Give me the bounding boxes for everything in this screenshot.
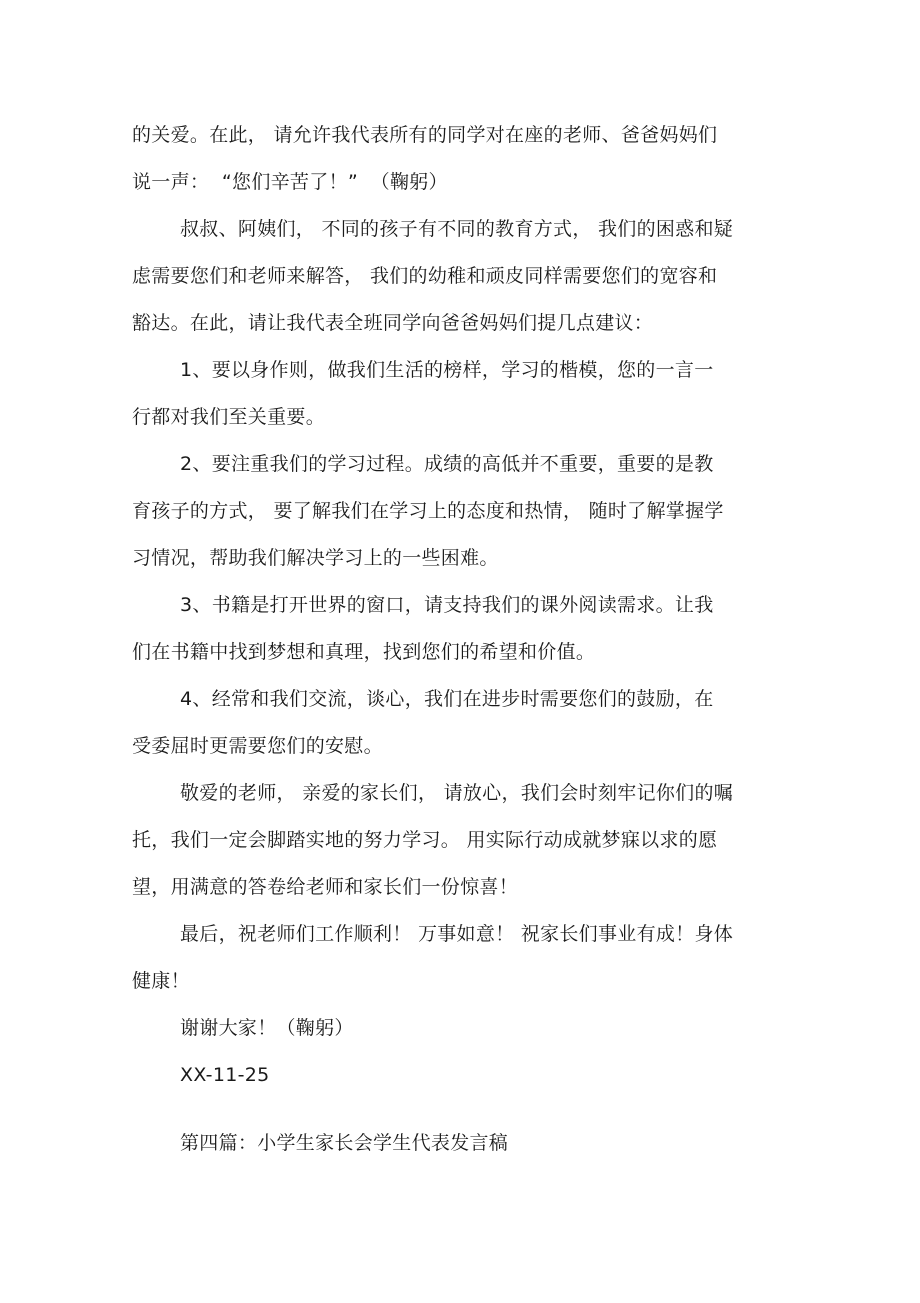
paragraph-line: 育孩子的方式， 要了解我们在学习上的态度和热情， 随时了解掌握学 [132,500,724,522]
date-line: XX-11-25 [180,1064,270,1086]
paragraph-line: 习情况，帮助我们解决学习上的一些困难。 [132,547,499,569]
paragraph-line: 健康！ [132,970,190,992]
paragraph-line: 说一声： “您们辛苦了！” （鞠躬） [132,171,448,193]
paragraph-line: 望，用满意的答卷给老师和家长们一份惊喜！ [132,876,519,898]
paragraph-line: 托，我们一定会脚踏实地的努力学习。 用实际行动成就梦寐以求的愿 [132,829,718,851]
section-heading: 第四篇：小学生家长会学生代表发言稿 [180,1132,509,1154]
paragraph-line: 们在书籍中找到梦想和真理，找到您们的希望和价值。 [132,641,596,663]
paragraph-line: 最后，祝老师们工作顺利！ 万事如意！ 祝家长们事业有成！身体 [180,923,734,945]
paragraph-line: 行都对我们至关重要。 [132,406,326,428]
paragraph-line: 叔叔、阿姨们， 不同的孩子有不同的教育方式， 我们的困惑和疑 [180,218,734,240]
closing-thanks: 谢谢大家！（鞠躬） [180,1017,354,1039]
paragraph-line: 4、经常和我们交流，谈心，我们在进步时需要您们的鼓励，在 [180,688,714,710]
paragraph-line: 3、书籍是打开世界的窗口，请支持我们的课外阅读需求。让我 [180,594,714,616]
paragraph-line: 2、要注重我们的学习过程。成绩的高低并不重要，重要的是教 [180,453,714,475]
paragraph-line: 1、要以身作则，做我们生活的榜样，学习的楷模，您的一言一 [180,359,714,381]
paragraph-line: 虑需要您们和老师来解答， 我们的幼稚和顽皮同样需要您们的宽容和 [132,265,718,287]
paragraph-line: 的关爱。在此， 请允许我代表所有的同学对在座的老师、爸爸妈妈们 [132,124,718,146]
paragraph-line: 豁达。在此，请让我代表全班同学向爸爸妈妈们提几点建议： [132,312,654,334]
paragraph-line: 受委屈时更需要您们的安慰。 [132,735,383,757]
paragraph-line: 敬爱的老师， 亲爱的家长们， 请放心，我们会时刻牢记你们的嘱 [180,782,734,804]
